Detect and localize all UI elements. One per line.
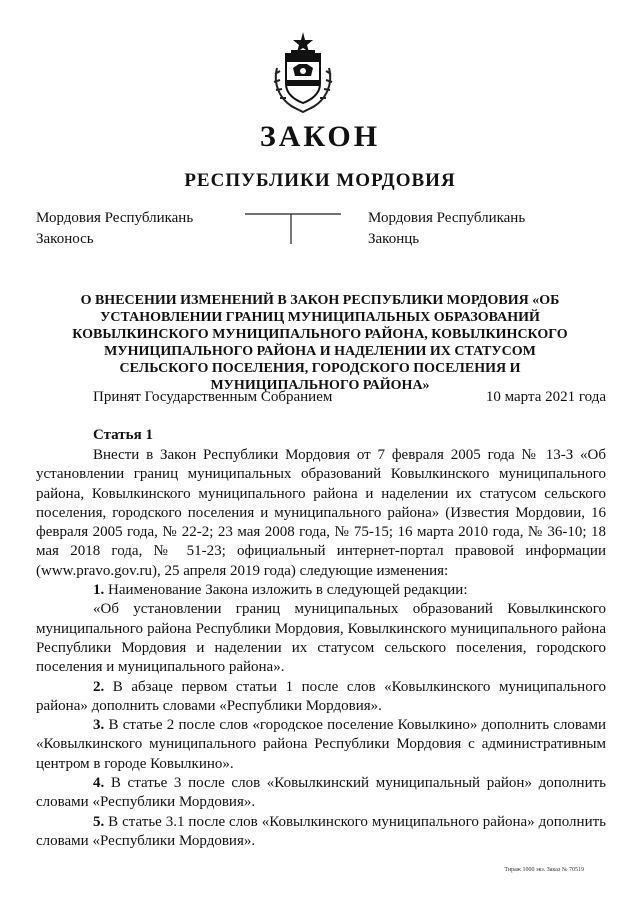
law-title: О ВНЕСЕНИИ ИЗМЕНЕНИЙ В ЗАКОН РЕСПУБЛИКИ МОРДОВИЯ «ОБ УСТАНОВЛЕНИИ ГРАНИЦ МУНИЦИПАЛЬНЫХ ОБРАЗОВАНИЙ КОВЫЛКИНСКОГО МУНИЦИПАЛЬНОГО РАЙОНА, КОВЫЛКИНСКОГО МУНИЦИПАЛЬНОГО РАЙОНА И НАДЕЛЕНИИ ИХ СТАТУСОМ СЕЛЬСКОГО ПОСЕЛЕНИЯ, ГОРОДСКОГО ПОСЕЛЕНИЯ И МУНИЦИПАЛЬНОГО РАЙОНА» (72, 293, 568, 393)
amendment-4 (36, 774, 606, 813)
erzya-title-line2: Законць (368, 231, 420, 247)
moksha-title-line1: Мордовия Республикань (36, 210, 194, 226)
document-subtitle: РЕСПУБЛИКИ МОРДОВИЯ (184, 170, 456, 191)
document-title: ЗАКОН (259, 120, 381, 153)
amendment-text: В статье 2 после слов «городское поселение Ковылкино» дополнить словами «Ковылкинского муниципального района Республики Мордовия с административным центром в городе Ковылкино». (36, 717, 606, 772)
amendment-1-quote: «Об установлении границ муниципальных образований Ковылкинского муниципального района Республики Мордовия, Ковылкинского муниципального района Республики Мордовия и наделении их статусом сельского поселения, городского поселения и муниципального района». (36, 601, 606, 676)
article-intro: Внести в Закон Республики Мордовия от 7 февраля 2005 года № 13-З «Об установлении границ муниципальных образований Ковылкинского муниципального района, Ковылкинского муниципального района и наделении их статусом сельского поселения, городского поселения и муниципального района» (Известия Мордовии, 16 февраля 2005 года, № 22-2; 23 мая 2008 года, № 75-15; 16 марта 2010 года, № 36-10; 18 мая 2018 года, № 51-23; официальный интернет-портал правовой информации (www.pravo.gov.ru), 25 апреля 2019 года) следующие изменения: (36, 447, 606, 579)
amendment-text: Наименование Закона изложить в следующей редакции: (104, 582, 468, 599)
amendment-number: 2. (93, 678, 105, 695)
amendment-number: 3. (93, 717, 105, 734)
erzya-title-line1: Мордовия Республикань (368, 210, 526, 226)
adoption-date: 10 марта 2021 года (485, 389, 606, 405)
adoption-label: Принят Государственным Собранием (93, 389, 333, 405)
print-run-note: Тираж 1000 экз. Заказ № 70519 (504, 867, 584, 873)
article-body (36, 446, 606, 851)
header-divider (245, 212, 341, 244)
coat-of-arms-icon (269, 28, 337, 114)
amendment-text: В статье 3 после слов «Ковылкинский муниципальный район» дополнить словами «Республики Мордовия». (36, 775, 606, 811)
amendment-text: В статье 3.1 после слов «Ковылкинского муниципального района» дополнить словами «Республики Мордовия». (36, 813, 606, 849)
article-heading: Статья 1 (93, 427, 153, 443)
amendment-text: В абзаце первом статьи 1 после слов «Ковылкинского муниципального района» дополнить словами «Республики Мордовия». (36, 678, 606, 714)
amendment-number: 5. (93, 813, 105, 830)
amendment-1 (36, 581, 606, 600)
erzya-title-block (368, 208, 525, 250)
amendment-number: 4. (93, 775, 105, 792)
amendment-number: 1. (93, 582, 105, 599)
amendment-3 (36, 716, 606, 774)
moksha-title-line2: Законось (36, 231, 94, 247)
amendment-5 (36, 813, 606, 852)
amendment-2 (36, 678, 606, 717)
moksha-title-block (36, 208, 193, 250)
